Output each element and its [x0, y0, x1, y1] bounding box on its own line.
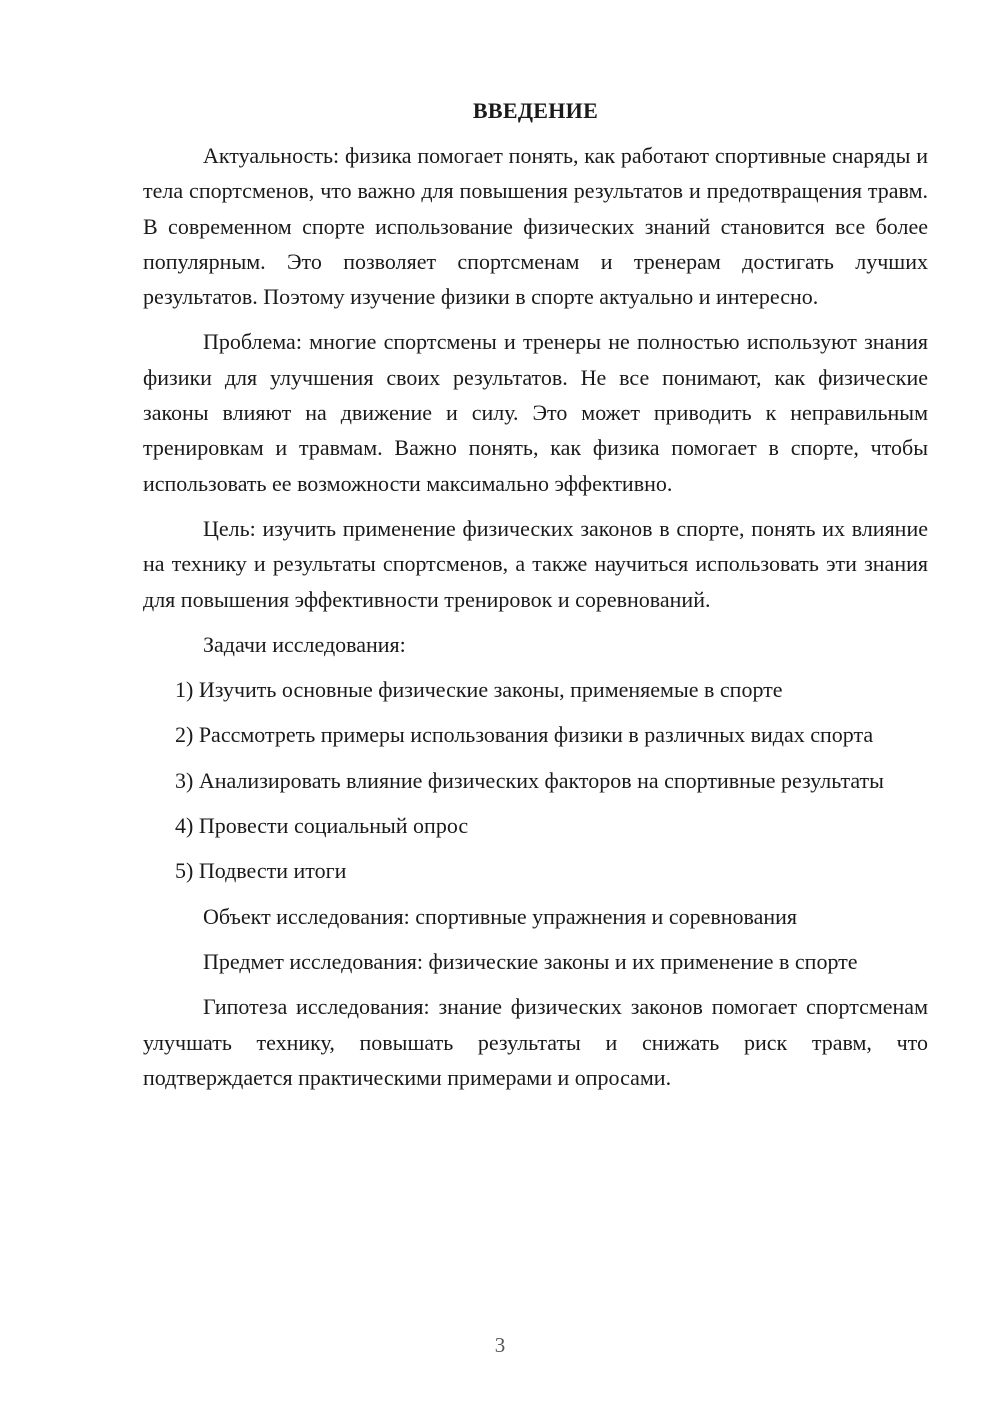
paragraph-relevance: Актуальность: физика помогает понять, как работают спортивные снаряды и тела спортсменов, что важно для повышения результатов и предотвращения травм. В современном спорте использование физических знаний становится все более популярным. Это позволяет спортсменам и тренерам достигать лучших результатов. Поэтому изучение физики в спорте актуально и интересно. [143, 143, 928, 310]
paragraph-hypothesis: Гипотеза исследования: знание физических законов помогает спортсменам улучшать технику, повышать результаты и снижать риск травм, что подтверждается практическими примерами и опросами. [143, 994, 928, 1090]
task-item-1: 1) Изучить основные физические законы, применяемые в спорте [175, 677, 783, 703]
paragraph-goal: Цель: изучить применение физических законов в спорте, понять их влияние на технику и результаты спортсменов, а также научиться использовать эти знания для повышения эффективности тренировок и соревнований. [143, 515, 928, 612]
paragraph-object: Объект исследования: спортивные упражнения и соревнования [203, 903, 798, 929]
document-page [143, 93, 928, 1105]
task-item-4: 4) Провести социальный опрос [175, 813, 469, 839]
page-title: ВВЕДЕНИЕ [472, 98, 599, 123]
page-number: 3 [494, 1333, 506, 1357]
task-item-2: 2) Рассмотреть примеры использования физики в различных видах спорта [175, 722, 874, 748]
task-item-3: 3) Анализировать влияние физических факторов на спортивные результаты [175, 767, 884, 793]
paragraph-subject: Предмет исследования: физические законы и их применение в спорте [203, 948, 858, 974]
paragraph-tasks-heading: Задачи исследования: [203, 631, 406, 657]
task-item-5: 5) Подвести итоги [175, 858, 347, 884]
paragraph-problem: Проблема: многие спортсмены и тренеры не полностью используют знания физики для улучшения своих результатов. Не все понимают, как физические законы влияют на движение и силу. Это может приводить к неправильным тренировкам и травмам. Важно понять, как физика помогает в спорте, чтобы использовать ее возможности максимально эффективно. [143, 329, 928, 496]
